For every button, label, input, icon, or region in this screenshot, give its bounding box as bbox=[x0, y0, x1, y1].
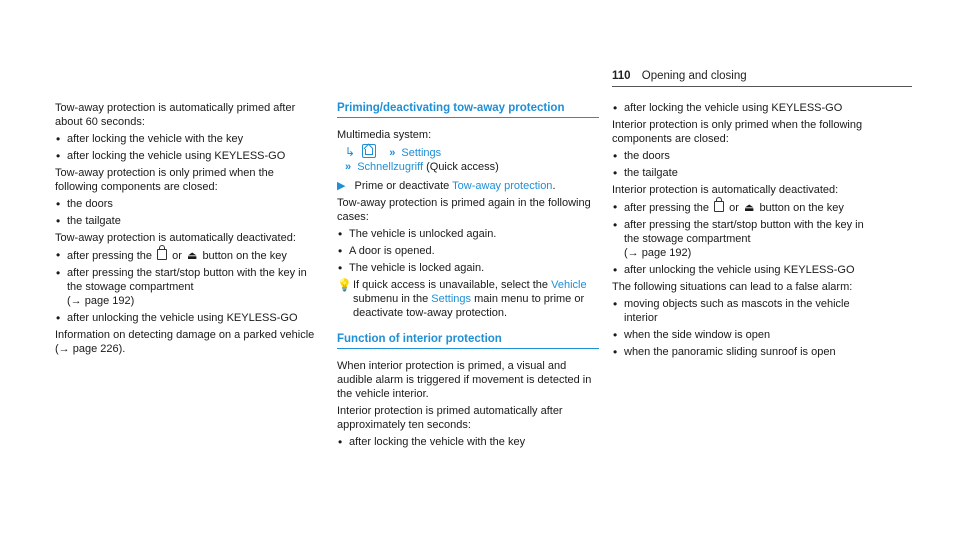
paragraph: When interior protection is primed, a visual and audible alarm is triggered if movement is detected in the vehicle interior. bbox=[337, 360, 592, 400]
path-line-1 bbox=[337, 142, 599, 160]
page-reference[interactable]: (→ page 192) bbox=[67, 295, 135, 307]
list-item: • A door is opened. bbox=[337, 244, 599, 258]
menu-settings[interactable]: Settings bbox=[431, 293, 472, 305]
bullet-list bbox=[612, 149, 874, 180]
list-item: • the tailgate bbox=[612, 166, 874, 180]
list-item bbox=[55, 248, 317, 263]
bullet-list bbox=[612, 101, 874, 115]
bullet-list bbox=[55, 197, 317, 228]
text: after pressing the start/stop button with the key in the stowage compartment bbox=[624, 219, 864, 245]
list-item: • The vehicle is unlocked again. bbox=[337, 227, 599, 241]
list-item: • after locking the vehicle with the key bbox=[55, 132, 317, 146]
menu-tow-away-protection[interactable]: Tow-away protection bbox=[452, 180, 553, 192]
section-title: Function of interior protection bbox=[337, 332, 599, 349]
text: after pressing the bbox=[624, 202, 709, 214]
multimedia-label: Multimedia system: bbox=[337, 129, 432, 141]
lock-icon bbox=[714, 201, 724, 212]
paragraph bbox=[55, 328, 317, 356]
list-item: • The vehicle is locked again. bbox=[337, 261, 599, 275]
menu-path bbox=[337, 128, 599, 174]
column-middle bbox=[337, 101, 599, 452]
list-item: • moving objects such as mascots in the vehicle interior bbox=[612, 297, 874, 325]
page-reference[interactable]: (→ page 192) bbox=[624, 247, 692, 259]
paragraph: Tow-away protection is automatically primed after about 60 seconds: bbox=[55, 102, 296, 128]
bullet-list bbox=[55, 248, 317, 325]
path-line-2 bbox=[337, 160, 599, 174]
chevron-icon: » bbox=[345, 161, 352, 173]
bullet-list bbox=[337, 435, 599, 449]
list-item: • the doors bbox=[55, 197, 317, 211]
paragraph: The following situations can lead to a false alarm: bbox=[612, 281, 853, 293]
bullet-list bbox=[612, 297, 874, 359]
bullet-list bbox=[612, 200, 874, 277]
home-icon[interactable] bbox=[362, 144, 376, 158]
column-left bbox=[55, 101, 317, 359]
lightbulb-icon: 💡 bbox=[337, 278, 352, 292]
text: submenu in the bbox=[353, 293, 429, 305]
paragraph: Tow-away protection is only primed when the following components are closed: bbox=[55, 167, 274, 193]
page-header bbox=[612, 69, 747, 83]
list-item: • after locking the vehicle using KEYLESS-GO bbox=[55, 149, 317, 163]
action-arrow-icon: ▶ bbox=[337, 180, 346, 192]
bullet-list bbox=[55, 132, 317, 163]
text: Prime or deactivate bbox=[354, 180, 450, 192]
page-header-title: Opening and closing bbox=[641, 70, 747, 82]
list-item: • when the panoramic sliding sunroof is open bbox=[612, 345, 874, 359]
paragraph: Interior protection is automatically deactivated: bbox=[612, 184, 839, 196]
paragraph: Interior protection is primed automatically after approximately ten seconds: bbox=[337, 405, 563, 431]
menu-vehicle[interactable]: Vehicle bbox=[551, 279, 587, 291]
boot-lid-icon: ⏏ bbox=[743, 202, 755, 214]
paragraph: Tow-away protection is primed again in the following cases: bbox=[337, 197, 591, 223]
column-right bbox=[612, 101, 874, 362]
list-item bbox=[612, 218, 874, 260]
list-item bbox=[55, 266, 317, 308]
text: (Quick access) bbox=[426, 161, 499, 173]
text: button on the key bbox=[202, 250, 287, 262]
menu-schnellzugriff[interactable]: Schnellzugriff bbox=[357, 161, 424, 173]
list-item: • after locking the vehicle with the key bbox=[337, 435, 599, 449]
list-item: • after locking the vehicle using KEYLESS-GO bbox=[612, 101, 874, 115]
section-title: Priming/deactivating tow-away protection bbox=[337, 101, 599, 118]
bullet-list bbox=[337, 227, 599, 275]
menu-settings[interactable]: Settings bbox=[401, 147, 442, 159]
list-item: • when the side window is open bbox=[612, 328, 874, 342]
text: button on the key bbox=[759, 202, 844, 214]
text: after pressing the start/stop button with the key in the stowage compartment bbox=[67, 267, 307, 293]
list-item: • the doors bbox=[612, 149, 874, 163]
text: main menu to prime or deactivate tow-away protection. bbox=[353, 293, 585, 319]
list-item: • after unlocking the vehicle using KEYLESS-GO bbox=[55, 311, 317, 325]
note bbox=[337, 278, 599, 320]
page-number: 110 bbox=[612, 70, 631, 82]
return-arrow-icon: ↳ bbox=[345, 145, 356, 159]
text: . bbox=[552, 180, 556, 192]
text: If quick access is unavailable, select the bbox=[353, 279, 549, 291]
header-rule bbox=[612, 86, 912, 87]
action-step bbox=[337, 179, 599, 193]
list-item bbox=[612, 200, 874, 215]
text: or bbox=[172, 250, 182, 262]
page-reference[interactable]: (→ page 226). bbox=[55, 343, 126, 355]
text: or bbox=[729, 202, 739, 214]
list-item: • after unlocking the vehicle using KEYLESS-GO bbox=[612, 263, 874, 277]
text: Information on detecting damage on a parked vehicle bbox=[55, 329, 315, 341]
list-item: • the tailgate bbox=[55, 214, 317, 228]
lock-icon bbox=[157, 249, 167, 260]
paragraph: Tow-away protection is automatically deactivated: bbox=[55, 232, 296, 244]
chevron-icon: » bbox=[389, 147, 396, 159]
text: after pressing the bbox=[67, 250, 152, 262]
boot-lid-icon: ⏏ bbox=[186, 250, 198, 262]
paragraph: Interior protection is only primed when the following components are closed: bbox=[612, 119, 863, 145]
